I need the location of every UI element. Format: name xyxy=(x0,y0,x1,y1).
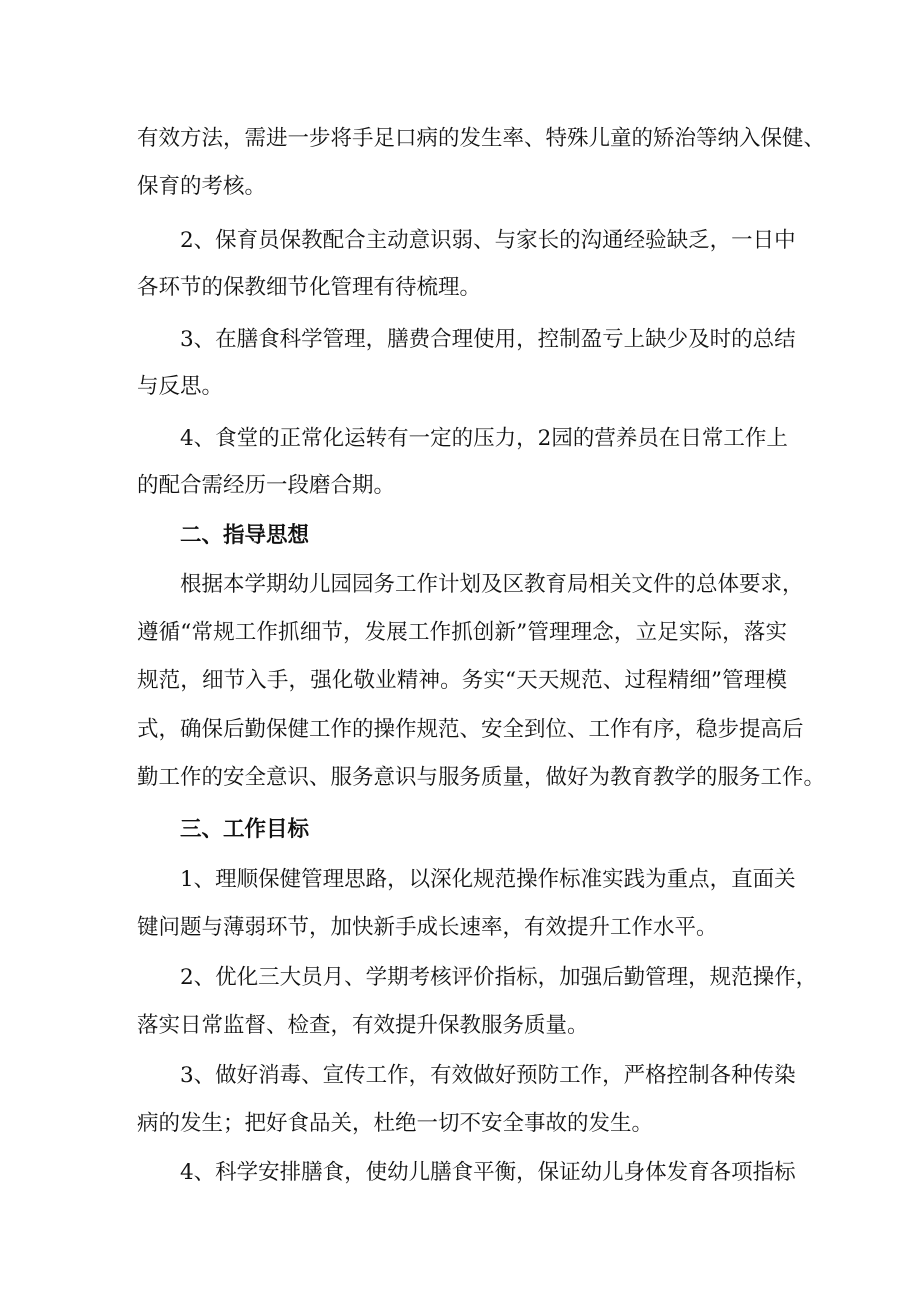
text-line: 保育的考核。 xyxy=(137,174,267,199)
text-line: 根据本学期幼儿园园务工作计划及区教育局相关文件的总体要求， xyxy=(180,572,804,597)
text-line: 各环节的保教细节化管理有待梳理。 xyxy=(137,275,482,300)
text-line: 1、理顺保健管理思路，以深化规范操作标准实践为重点，直面关 xyxy=(180,867,796,892)
text-line: 4、食堂的正常化运转有一定的压力，2园的营养员在日常工作上 xyxy=(180,426,788,451)
text-line: 有效方法，需进一步将手足口病的发生率、特殊儿童的矫治等纳入保健、 xyxy=(137,126,826,151)
text-line: 与反思。 xyxy=(137,374,224,399)
text-line: 3、在膳食科学管理，膳费合理使用，控制盈亏上缺少及时的总结 xyxy=(180,327,796,352)
text-line: 遵循“常规工作抓细节，发展工作抓创新”管理理念，立足实际，落实 xyxy=(137,620,787,645)
text-line: 规范，细节入手，强化敬业精神。务实“天天规范、过程精细”管理模 xyxy=(137,668,787,693)
text-line: 2、保育员保教配合主动意识弱、与家长的沟通经验缺乏，一日中 xyxy=(180,228,796,253)
text-line: 的配合需经历一段磨合期。 xyxy=(137,473,396,498)
text-line: 式，确保后勤保健工作的操作规范、安全到位、工作有序，稳步提高后 xyxy=(137,717,804,742)
text-line: 2、优化三大员月、学期考核评价指标，加强后勤管理，规范操作， xyxy=(180,965,818,990)
text-line: 勤工作的安全意识、服务意识与服务质量，做好为教育教学的服务工作。 xyxy=(137,765,826,790)
section-heading: 三、工作目标 xyxy=(180,817,310,842)
text-line: 3、做好消毒、宣传工作，有效做好预防工作，严格控制各种传染 xyxy=(180,1063,796,1088)
section-heading: 二、指导思想 xyxy=(180,523,310,548)
text-line: 落实日常监督、检查，有效提升保教服务质量。 xyxy=(137,1013,589,1038)
text-line: 4、科学安排膳食，使幼儿膳食平衡，保证幼儿身体发育各项指标 xyxy=(180,1160,796,1185)
text-line: 病的发生；把好食品关，杜绝一切不安全事故的发生。 xyxy=(137,1111,654,1136)
text-line: 键问题与薄弱环节，加快新手成长速率，有效提升工作水平。 xyxy=(137,915,718,940)
